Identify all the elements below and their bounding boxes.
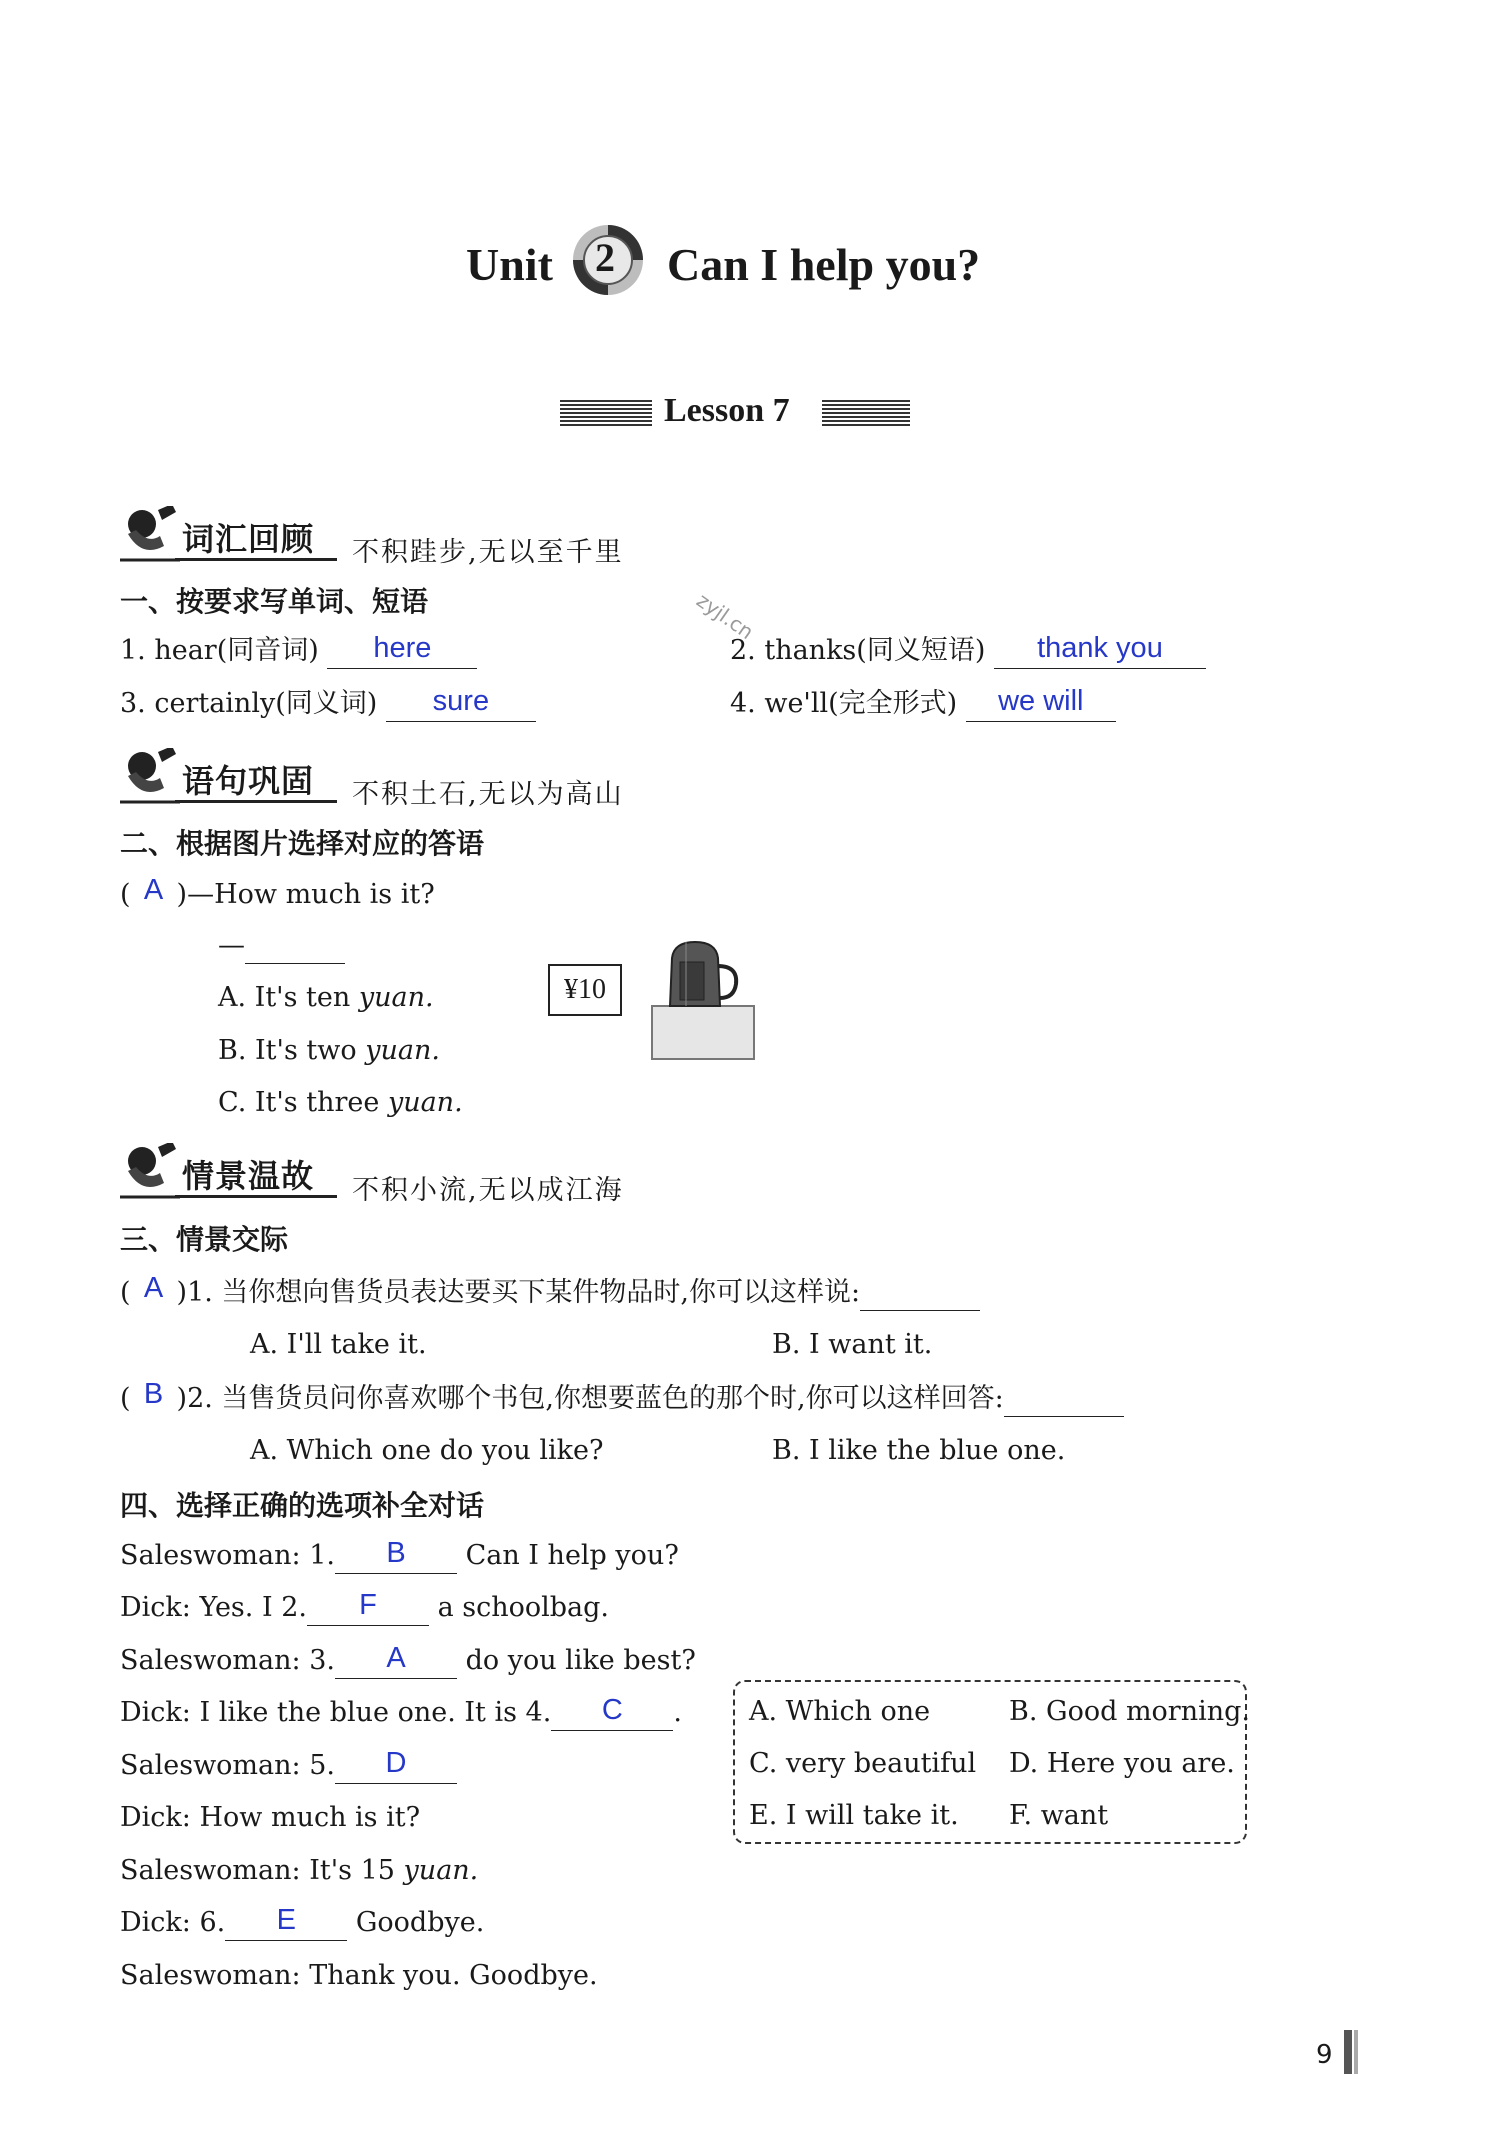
left-stripes-icon xyxy=(560,400,652,428)
unit-title xyxy=(466,238,553,291)
dialogue-line-1: Saleswoman: 1. B Can I help you? xyxy=(120,1538,679,1574)
picture-answer[interactable]: A xyxy=(143,874,164,906)
dialogue-blank-5[interactable]: D xyxy=(335,1749,457,1784)
unit-word: Unit xyxy=(466,239,553,290)
situation-2-option-a: A. Which one do you like? xyxy=(250,1435,604,1466)
option-c: C. very beautiful xyxy=(749,1748,977,1779)
section1-motto: 不积跬步,无以至千里 xyxy=(352,537,624,568)
option-f: F. want xyxy=(1009,1800,1109,1831)
dialogue-line-9: Saleswoman: Thank you. Goodbye. xyxy=(120,1960,598,1991)
situation-question-1: ( A )1. 当你想向售货员表达要买下某件物品时,你可以这样说: xyxy=(120,1274,980,1311)
vocab-blank-4[interactable]: we will xyxy=(966,687,1116,722)
picture-option-c: C. It's three yuan. xyxy=(218,1087,463,1118)
vocab-item-3: 3. certainly(同义词) sure xyxy=(120,686,536,722)
section3-title: 三、情景交际 xyxy=(120,1223,289,1256)
unit-heading xyxy=(667,238,980,291)
section2-motto: 不积土石,无以为高山 xyxy=(352,779,624,810)
lesson-header xyxy=(560,392,910,436)
dialogue-line-3: Saleswoman: 3. A do you like best? xyxy=(120,1643,696,1679)
schoolbag-icon xyxy=(650,936,756,1061)
vocab-blank-3[interactable]: sure xyxy=(386,687,536,722)
vocab-item-2: 2. thanks(同义短语) thank you xyxy=(730,633,1206,669)
watermark: zyjl.cn xyxy=(692,588,759,645)
dialogue-line-6: Dick: How much is it? xyxy=(120,1802,421,1833)
dialogue-line-2: Dick: Yes. I 2. F a schoolbag. xyxy=(120,1590,609,1626)
section1-badge-text: 词汇回顾 xyxy=(182,520,315,558)
option-a: A. Which one xyxy=(749,1696,931,1727)
vocab-blank-1[interactable]: here xyxy=(327,634,477,669)
dialogue-line-7: Saleswoman: It's 15 yuan. xyxy=(120,1855,479,1886)
section2-badge xyxy=(120,748,340,808)
section3-badge-text: 情景温故 xyxy=(182,1157,315,1195)
options-box xyxy=(733,1680,1250,1844)
dialogue-line-4: Dick: I like the blue one. It is 4. C . xyxy=(120,1695,682,1731)
picture-question: ( A )—How much is it? xyxy=(120,876,435,913)
right-stripes-icon xyxy=(822,400,910,428)
schoolbag-picture xyxy=(650,936,756,1061)
option-b: B. Good morning. xyxy=(1009,1696,1250,1727)
situation-question-2: ( B )2. 当售货员问你喜欢哪个书包,你想要蓝色的那个时,你可以这样回答: xyxy=(120,1380,1124,1417)
section4-title: 四、选择正确的选项补全对话 xyxy=(120,1489,485,1522)
page-edge-marker xyxy=(1344,2030,1352,2074)
dialogue-blank-3[interactable]: A xyxy=(335,1644,457,1679)
student-writing-icon xyxy=(120,506,180,562)
situation-1-option-a: A. I'll take it. xyxy=(250,1329,427,1360)
situation-2-option-b: B. I like the blue one. xyxy=(772,1435,1066,1466)
price-tag: ¥10 xyxy=(548,964,622,1016)
section2-badge-text: 语句巩固 xyxy=(182,762,315,800)
situation-1-option-b: B. I want it. xyxy=(772,1329,933,1360)
vocab-blank-2[interactable]: thank you xyxy=(994,634,1206,669)
dialogue-blank-4[interactable]: C xyxy=(551,1696,673,1731)
option-e: E. I will take it. xyxy=(749,1800,959,1831)
picture-reply-blank[interactable]: — xyxy=(218,928,345,964)
unit-heading-text: Can I help you? xyxy=(667,239,981,290)
picture-option-a: A. It's ten yuan. xyxy=(218,982,434,1013)
student-writing-icon xyxy=(120,1143,180,1199)
unit-number: 2 xyxy=(595,235,615,280)
situation-answer-1[interactable]: A xyxy=(143,1272,164,1304)
student-writing-icon xyxy=(120,748,180,804)
section1-badge xyxy=(120,506,340,566)
page-number: 9 xyxy=(1316,2040,1333,2070)
section1-title: 一、按要求写单词、短语 xyxy=(120,585,429,618)
dialogue-blank-6[interactable]: E xyxy=(225,1906,347,1941)
section3-motto: 不积小流,无以成江海 xyxy=(352,1175,624,1206)
picture-option-b: B. It's two yuan. xyxy=(218,1035,440,1066)
unit-number-badge xyxy=(570,222,646,298)
lesson-title: Lesson 7 xyxy=(664,392,790,429)
dialogue-blank-2[interactable]: F xyxy=(307,1591,429,1626)
situation-answer-2[interactable]: B xyxy=(143,1378,164,1410)
dialogue-line-8: Dick: 6. E Goodbye. xyxy=(120,1905,484,1941)
option-d: D. Here you are. xyxy=(1009,1748,1235,1779)
section3-badge xyxy=(120,1143,340,1203)
vocab-item-4: 4. we'll(完全形式) we will xyxy=(730,686,1116,722)
vocab-item-1: 1. hear(同音词) here xyxy=(120,633,477,669)
dialogue-blank-1[interactable]: B xyxy=(335,1539,457,1574)
section2-title: 二、根据图片选择对应的答语 xyxy=(120,827,485,860)
dialogue-line-5: Saleswoman: 5. D xyxy=(120,1748,457,1784)
